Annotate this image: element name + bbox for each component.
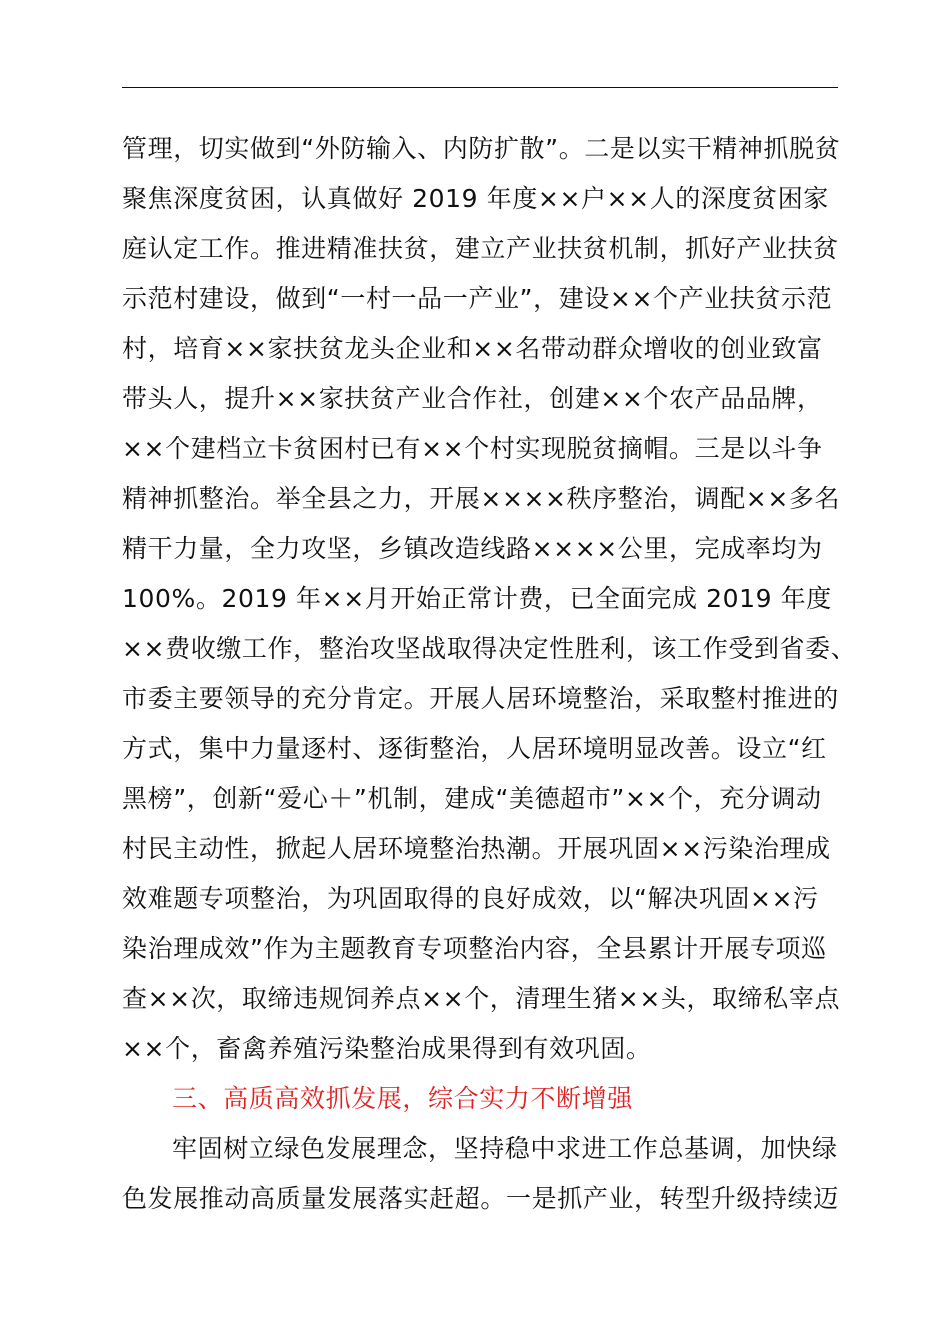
text-line: 查××次，取缔违规饲养点××个，清理生猪××头，取缔私宰点 [122,984,841,1013]
text-line: 100%。2019 年××月开始正常计费，已全面完成 2019 年度 [122,584,832,613]
text-line: 村，培育××家扶贫龙头企业和××名带动群众增收的创业致富 [122,334,823,363]
text-line: 示范村建设，做到“一村一品一产业”，建设××个产业扶贫示范 [122,284,833,313]
text-line: 方式，集中力量逐村、逐街整治，人居环境明显改善。设立“红 [122,734,827,763]
text-line: 村民主动性，掀起人居环境整治热潮。开展巩固××污染治理成 [122,834,831,863]
text-line: ××个建档立卡贫困村已有××个村实现脱贫摘帽。三是以斗争 [122,434,823,463]
text-line: 精神抓整治。举全县之力，开展××××秩序整治，调配××多名 [122,484,841,513]
text-line: 精干力量，全力攻坚，乡镇改造线路××××公里，完成率均为 [122,534,823,563]
text-line: 染治理成效”作为主题教育专项整治内容，全县累计开展专项巡 [122,934,827,963]
text-line: 聚焦深度贫困，认真做好 2019 年度××户××人的深度贫困家 [122,184,829,213]
text-line: 市委主要领导的充分肯定。开展人居环境整治，采取整村推进的 [122,684,839,713]
text-line: 带头人，提升××家扶贫产业合作社，创建××个农产品品牌， [122,384,823,413]
text-line: ××费收缴工作，整治攻坚战取得决定性胜利，该工作受到省委、 [122,634,857,663]
text-line: 庭认定工作。推进精准扶贫，建立产业扶贫机制，抓好产业扶贫 [122,234,839,263]
text-line: 色发展推动高质量发展落实赶超。一是抓产业，转型升级持续迈 [122,1184,839,1213]
text-line: 管理，切实做到“外防输入、内防扩散”。二是以实干精神抓脱贫 [122,134,841,163]
text-line: 效难题专项整治，为巩固取得的良好成效，以“解决巩固××污 [122,884,819,913]
header-rule [122,87,838,88]
text-line: 牢固树立绿色发展理念，坚持稳中求进工作总基调，加快绿 [172,1134,838,1163]
text-line: ××个，畜禽养殖污染整治成果得到有效巩固。 [122,1034,652,1063]
section-heading: 三、高质高效抓发展，综合实力不断增强 [172,1084,633,1113]
text-line: 黑榜”，创新“爱心＋”机制，建成“美德超市”××个，充分调动 [122,784,822,813]
